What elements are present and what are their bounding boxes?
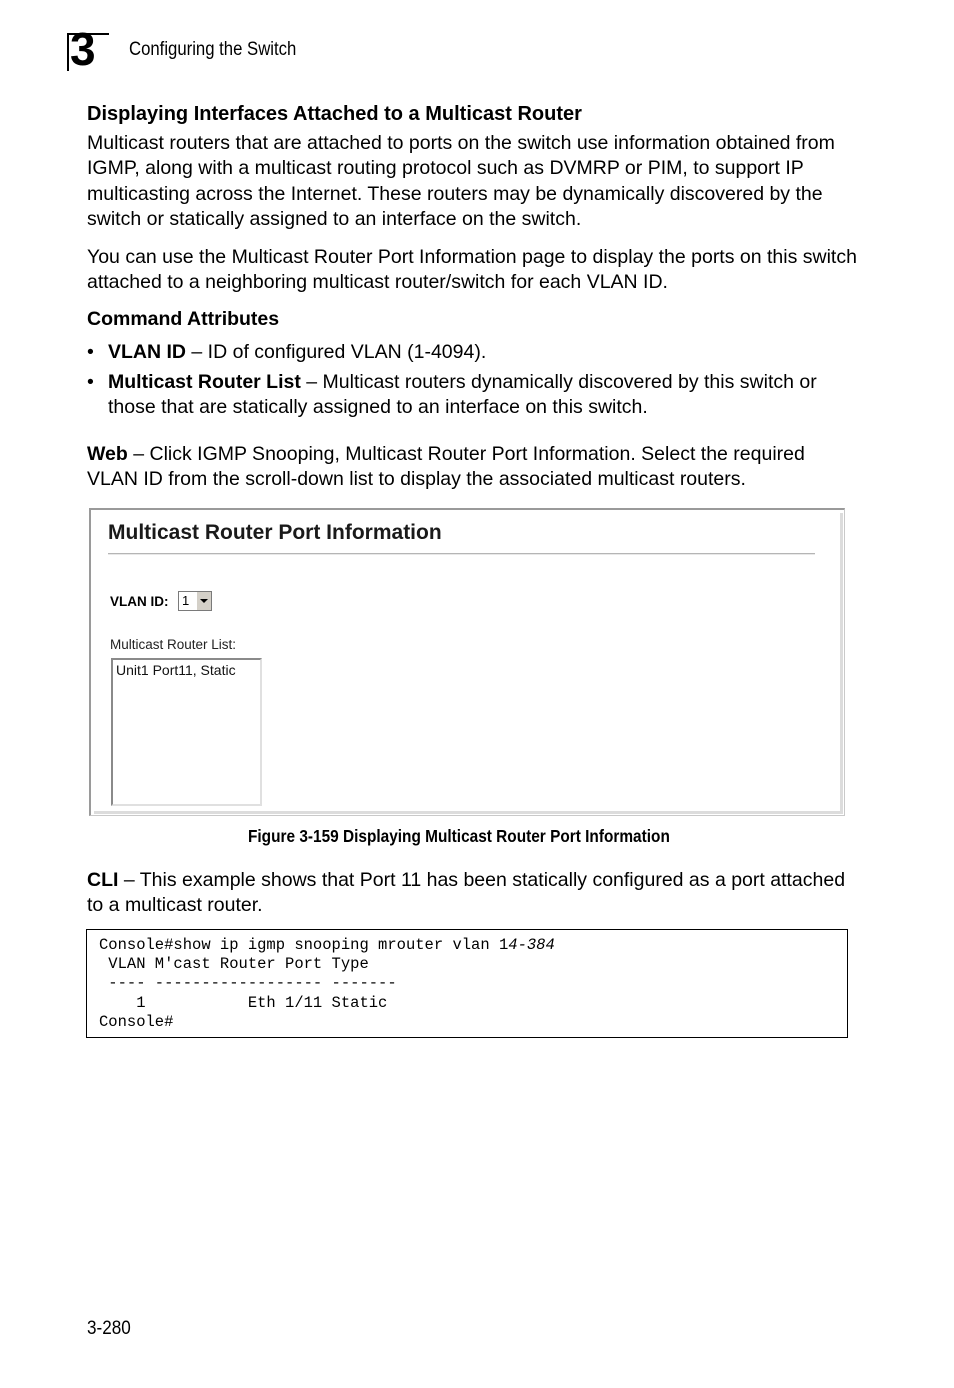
code-page-ref: 4-384 bbox=[508, 936, 555, 954]
bullet-term: VLAN ID bbox=[108, 341, 186, 363]
chevron-down-icon[interactable] bbox=[196, 592, 211, 610]
cli-term: CLI bbox=[87, 869, 119, 891]
chapter-number: 3 bbox=[70, 23, 95, 75]
section-title: Displaying Interfaces Attached to a Multicast Router bbox=[87, 103, 582, 125]
vlan-id-select[interactable] bbox=[178, 591, 212, 611]
code-line: VLAN M'cast Router Port Type bbox=[99, 955, 369, 973]
screenshot-panel bbox=[94, 513, 843, 814]
vlan-id-label: VLAN ID: bbox=[110, 594, 169, 609]
bullet-text bbox=[108, 340, 853, 365]
bullet-desc: – ID of configured VLAN (1-4094). bbox=[186, 341, 487, 363]
web-paragraph bbox=[87, 442, 857, 493]
vlan-id-value: 1 bbox=[182, 593, 190, 608]
intro-paragraph: Multicast routers that are attached to ports on the switch use information obtained from IGMP, along with a multicast routing protocol such as DVMRP or PIM, to support IP multicasting across the Internet. These routers may be dynamically discovered by the switch or statically assigned to an interface on the switch. bbox=[87, 132, 835, 230]
bullet-text bbox=[108, 370, 853, 421]
multicast-router-list-label: Multicast Router List: bbox=[110, 637, 237, 652]
bullet-dot: • bbox=[87, 341, 94, 363]
title-divider bbox=[108, 553, 815, 555]
page-usage-paragraph: You can use the Multicast Router Port Information page to display the ports on this switch attached to a neighboring multicast router/switch for each VLAN ID. bbox=[87, 246, 857, 294]
web-term: Web bbox=[87, 443, 128, 465]
figure-screenshot bbox=[89, 508, 845, 816]
cli-code-block bbox=[86, 929, 848, 1038]
bullet-desc: – Multicast routers dynamically discovered by this switch or those that are statically assigned to an interface on this switch. bbox=[108, 371, 817, 419]
code-line: Console# bbox=[99, 1013, 174, 1031]
bullet-term: Multicast Router List bbox=[108, 371, 301, 393]
figure-caption: Figure 3-159 Displaying Multicast Router Port Information bbox=[248, 826, 670, 846]
code-line: ---- ------------------ ------- bbox=[99, 974, 397, 992]
list-item[interactable]: Unit1 Port11, Static bbox=[116, 662, 236, 678]
code-command: Console#show ip igmp snooping mrouter vlan 1 bbox=[99, 936, 509, 954]
code-line: 1 Eth 1/11 Static bbox=[99, 994, 388, 1012]
running-head: Configuring the Switch bbox=[129, 39, 297, 60]
cli-paragraph bbox=[87, 868, 857, 919]
code-line bbox=[99, 936, 555, 955]
multicast-router-listbox[interactable] bbox=[111, 658, 262, 806]
bullet-dot: • bbox=[87, 371, 94, 393]
command-attributes-heading: Command Attributes bbox=[87, 308, 280, 330]
web-text: – Click IGMP Snooping, Multicast Router Port Information. Select the required VLAN ID from the scroll-down list to display the associated multicast routers. bbox=[87, 443, 805, 491]
ui-page-title: Multicast Router Port Information bbox=[108, 521, 442, 544]
cli-text: – This example shows that Port 11 has been statically configured as a port attached to a multicast router. bbox=[87, 869, 846, 917]
page-number: 3-280 bbox=[87, 1318, 131, 1339]
